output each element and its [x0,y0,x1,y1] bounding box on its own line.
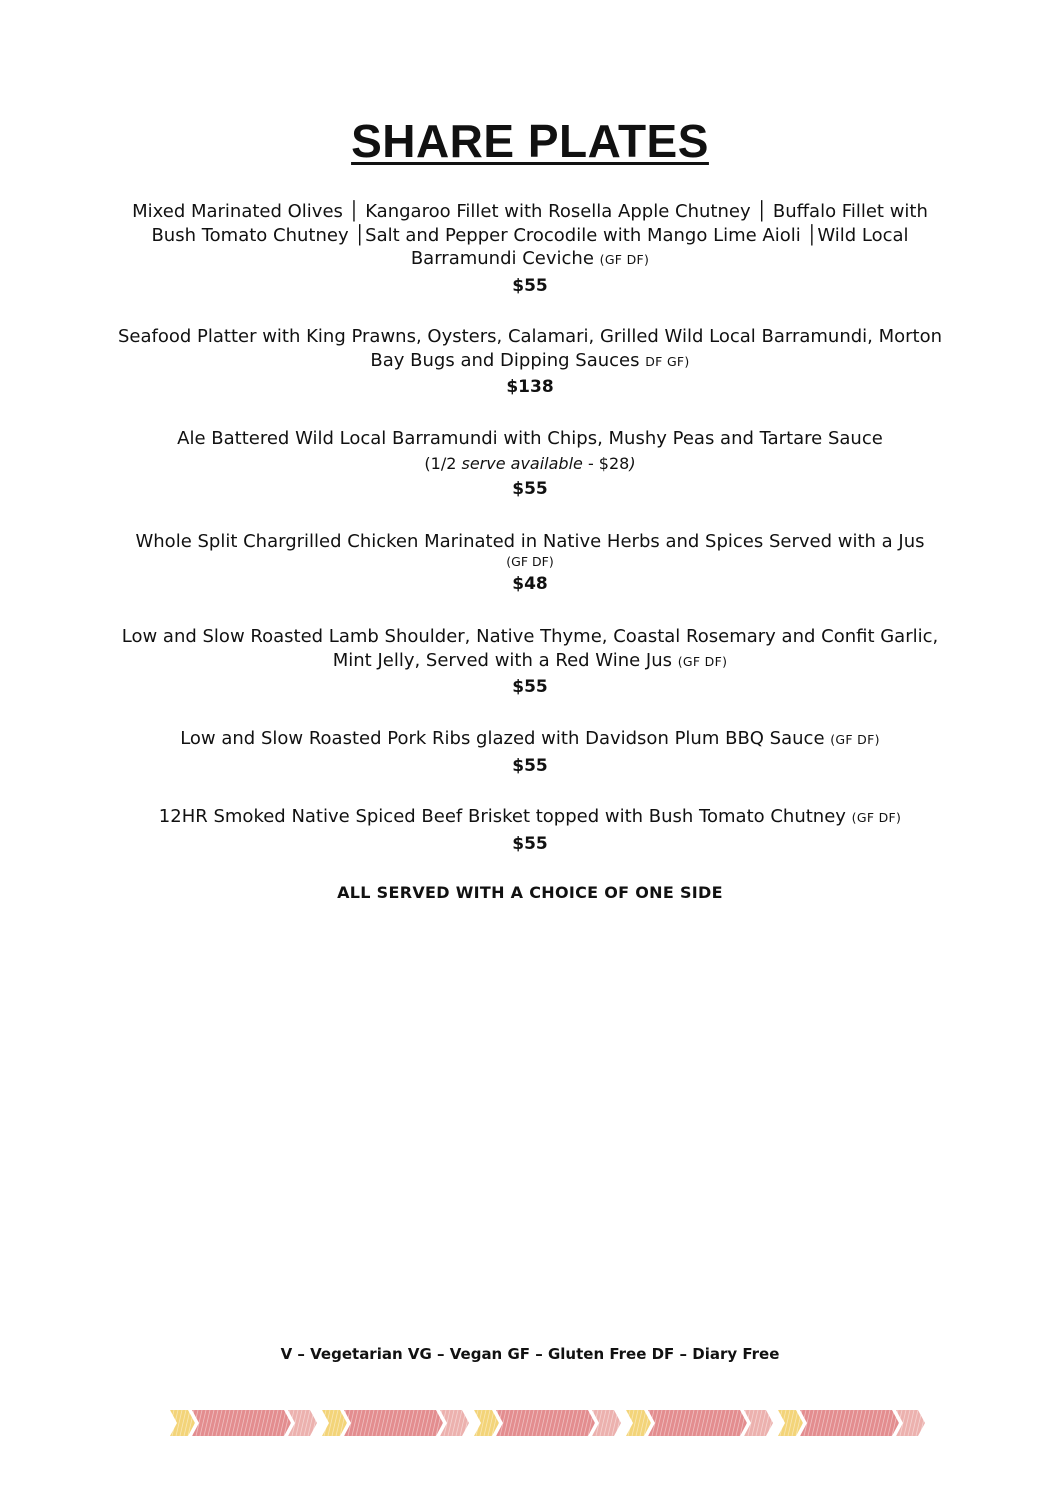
menu-item-text: 12HR Smoked Native Spiced Beef Brisket topped with Bush Tomato Chutney [158,806,846,827]
menu-item-text: Seafood Platter with King Prawns, Oysters, Calamari, Grilled Wild Local Barramundi, Morton Bay Bugs and Dipping Sauces [117,326,943,371]
dietary-tag: (GF DF) [677,653,728,669]
menu-item-text: Low and Slow Roasted Pork Ribs glazed with Davidson Plum BBQ Sauce [180,728,825,749]
dietary-tag: (GF DF) [830,732,880,747]
page-title: SHARE PLATES [351,115,709,167]
menu-item-pork-ribs [110,727,950,778]
menu-item-price: $55 [512,833,548,854]
chevron-border-pattern [170,1410,932,1436]
menu-item-description [110,625,950,673]
menu-item-description [110,427,950,451]
dietary-tag: (GF DF) [599,252,650,267]
menu-item-text: Whole Split Chargrilled Chicken Marinated in Native Herbs and Spices Served with a Jus [135,531,925,552]
dietary-tag: DF GF) [645,353,690,369]
dietary-tag: (GF DF) [506,553,554,569]
dietary-legend: V – Vegetarian VG – Vegan GF – Gluten Free DF – Diary Free [280,1345,780,1363]
menu-item-description [110,325,950,373]
note-suffix: - $28 [582,453,630,473]
menu-item-price: $55 [512,478,548,499]
note-italic: serve available [461,453,583,473]
note-prefix: (1/2 [424,453,462,473]
note-close: ) [629,453,636,473]
side-choice-note: ALL SERVED WITH A CHOICE OF ONE SIDE [337,883,723,902]
menu-item-description [110,530,950,554]
menu-item-price: $55 [512,275,548,296]
menu-item-mixed-platter [110,200,950,298]
menu-item-price: $55 [512,755,548,776]
menu-item-chargrilled-chicken [110,530,950,596]
menu-item-price: $55 [512,677,548,697]
menu-item-lamb-shoulder [110,625,950,699]
menu-item-battered-barramundi [110,427,950,501]
half-serve-note [110,453,950,475]
menu-item-description [110,805,950,830]
menu-item-seafood-platter [110,325,950,399]
dietary-tag: (GF DF) [851,810,902,825]
menu-item-price: $48 [512,573,548,594]
menu-item-price: $138 [506,377,554,397]
menu-item-text: Ale Battered Wild Local Barramundi with Chips, Mushy Peas and Tartare Sauce [177,428,883,449]
menu-item-description [110,727,950,752]
menu-item-description [110,200,950,272]
menu-item-text: Mixed Marinated Olives │ Kangaroo Fillet with Rosella Apple Chutney │ Buffalo Fillet with Bush Tomato Chutney │Salt and Pepper Crocodile with Mango Lime Aioli │Wild Local Barramundi Ceviche [132,201,928,269]
menu-item-text: Low and Slow Roasted Lamb Shoulder, Native Thyme, Coastal Rosemary and Confit Garlic, Mint Jelly, Served with a Red Wine Jus [121,626,939,671]
menu-item-beef-brisket [110,805,950,856]
